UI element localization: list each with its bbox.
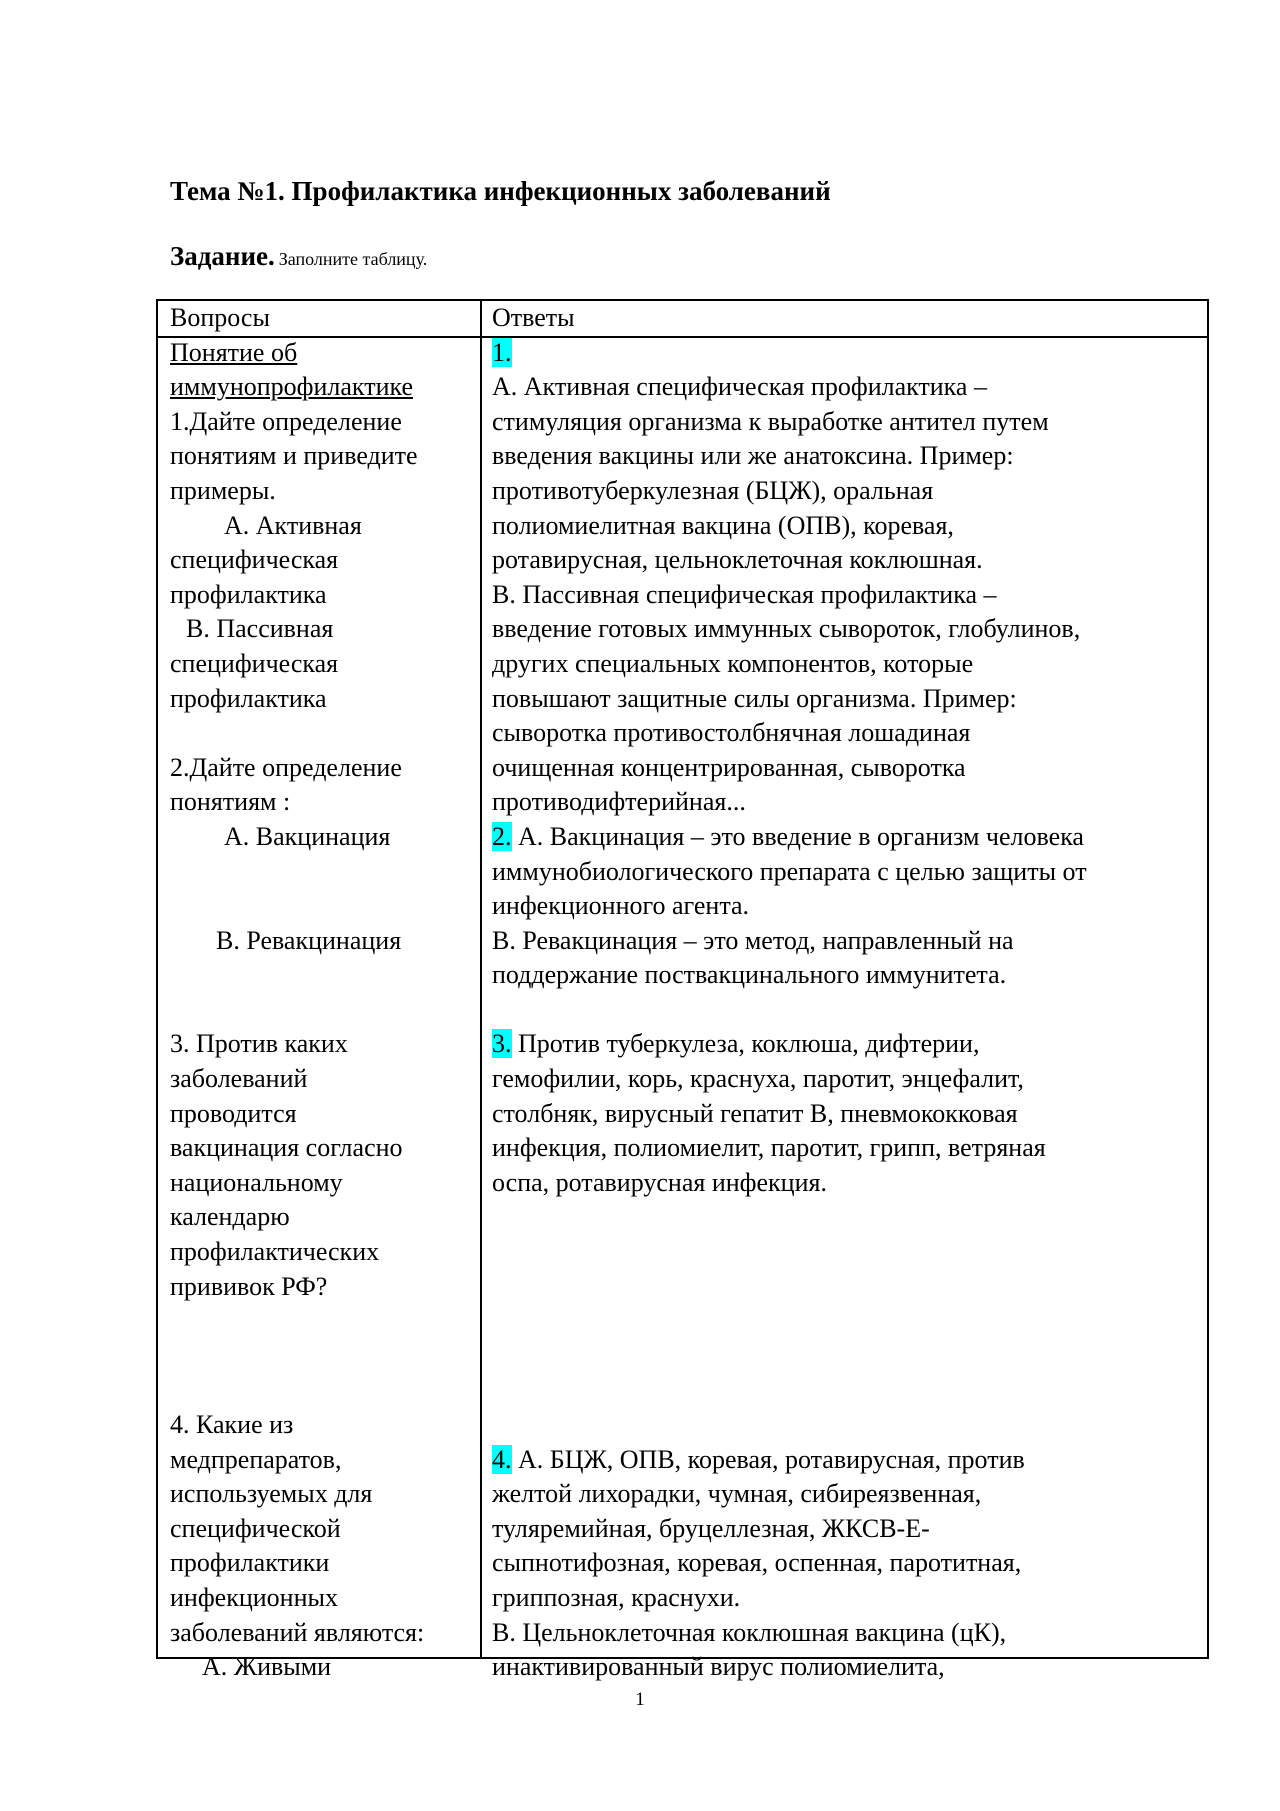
question-line: 1.Дайте определение [170,406,402,436]
page-number: 1 [635,1689,645,1710]
answer-line: А. Активная специфическая профилактика – [492,372,987,402]
answer-line: иммунобиологического препарата с целью защиты от [492,856,1087,886]
question-line: заболеваний являются: [170,1617,425,1647]
answer-number-3: 3. [492,1029,512,1059]
answer-line: противодифтерийная... [492,787,746,817]
question-line: иммунопрофилактике [170,372,414,402]
question-line: специфической [170,1513,341,1543]
answer-line: повышают защитные силы организма. Пример: [492,683,1017,713]
answer-line: других специальных компонентов, которые [492,648,974,678]
header-answers: Ответы [492,303,575,332]
page-title: Тема №1. Профилактика инфекционных заболеваний [170,176,831,206]
answer-line [492,1235,1207,1270]
question-line [170,1304,476,1339]
answer-text: Против туберкулеза, коклюша, дифтерии, [511,1029,980,1059]
answer-line [492,1304,1207,1339]
question-line: национальному [170,1167,343,1197]
answer-line [492,1339,1207,1374]
question-line: профилактических [170,1237,380,1267]
answer-line: введение готовых иммунных сывороток, глобулинов, [492,614,1081,644]
answer-line: В. Цельноклеточная коклюшная вакцина (цК), [492,1617,1007,1647]
answer-line: поддержание поствакцинального иммунитета. [492,960,1007,990]
question-line [170,993,476,1028]
answer-line: В. Ревакцинация – это метод, направленный на [492,925,1014,955]
question-line: заболеваний [170,1064,308,1094]
answer-line: столбняк, вирусный гепатит В, пневмококковая [492,1098,1018,1128]
answer-line: сыпнотифозная, коревая, оспенная, паротитная, [492,1548,1022,1578]
task-label: Задание. [170,241,275,271]
answer-line [492,1408,1207,1443]
question-line: профилактика [170,683,327,713]
answer-text: А. Вакцинация – это введение в организм человека [511,821,1084,851]
answer-line: очищенная концентрированная, сыворотка [492,752,966,782]
question-line: вакцинация согласно [170,1133,403,1163]
answers-column [492,301,1207,1685]
answer-line: гемофилии, корь, краснуха, паротит, энцефалит, [492,1064,1024,1094]
answer-line: оспа, ротавирусная инфекция. [492,1167,827,1197]
answer-number-2: 2. [492,821,512,851]
question-line: 4. Какие из [170,1410,294,1439]
answer-line [492,1027,1207,1062]
questions-column [170,301,476,1685]
answer-line [492,1443,1207,1478]
answer-line: ротавирусная, цельноклеточная коклюшная. [492,545,983,575]
answer-line: туляремийная, бруцеллезная, ЖКСВ-Е- [492,1513,930,1543]
question-line: специфическая [170,545,339,575]
question-line [170,889,476,924]
question-line: Понятие об [170,337,298,367]
question-line: медпрепаратов, [170,1444,342,1474]
question-line: специфическая [170,648,339,678]
answer-line: инфекция, полиомиелит, паротит, грипп, ветряная [492,1133,1046,1163]
question-line: А. Вакцинация [224,821,391,851]
answer-line: гриппозная, краснухи. [492,1582,741,1612]
question-line: инфекционных [170,1582,338,1612]
answer-line [492,1373,1207,1408]
answer-number-4: 4. [492,1444,512,1474]
answer-line [492,336,1207,371]
question-line [170,958,476,993]
question-line: прививок РФ? [170,1271,328,1301]
answer-line: инфекционного агента. [492,891,750,921]
answer-line: инактивированный вирус полиомиелита, [492,1652,945,1682]
answer-line [492,993,1207,1028]
answer-line [492,820,1207,855]
question-line: 3. Против каких [170,1029,348,1059]
question-line [170,1373,476,1408]
question-line: понятиям : [170,787,291,817]
question-line: используемых для [170,1479,373,1509]
question-line: В. Ревакцинация [216,925,402,955]
header-questions: Вопросы [170,303,270,332]
answer-line [492,1200,1207,1235]
question-line: А. Активная [224,510,362,540]
question-line: 2.Дайте определение [170,752,402,782]
question-line: А. Живыми [202,1652,332,1682]
answer-text: А. БЦЖ, ОПВ, коревая, ротавирусная, против [511,1444,1025,1474]
answer-line: В. Пассивная специфическая профилактика – [492,579,997,609]
answer-line: введения вакцины или же анатоксина. Пример: [492,441,1014,471]
answer-line: желтой лихорадки, чумная, сибиреязвенная, [492,1479,982,1509]
answer-line: стимуляция организма к выработке антител путем [492,406,1049,436]
qa-table [156,299,1209,1682]
answer-line: полиомиелитная вакцина (ОПВ), коревая, [492,510,954,540]
question-line: календарю [170,1202,290,1232]
question-line [170,716,476,751]
question-line: профилактика [170,579,327,609]
task-line [170,241,427,272]
task-text: Заполните таблицу. [278,249,428,269]
question-line: проводится [170,1098,297,1128]
question-line [170,1339,476,1374]
answer-line: сыворотка противостолбнячная лошадиная [492,718,971,748]
column-divider [480,301,482,1657]
question-line: примеры. [170,475,276,505]
question-line: В. Пассивная [186,614,334,644]
question-line: понятиям и приведите [170,441,418,471]
answer-line [492,1270,1207,1305]
question-line [170,855,476,890]
answer-number-1: 1. [492,337,512,367]
answer-line: противотуберкулезная (БЦЖ), оральная [492,475,934,505]
question-line: профилактики [170,1548,330,1578]
